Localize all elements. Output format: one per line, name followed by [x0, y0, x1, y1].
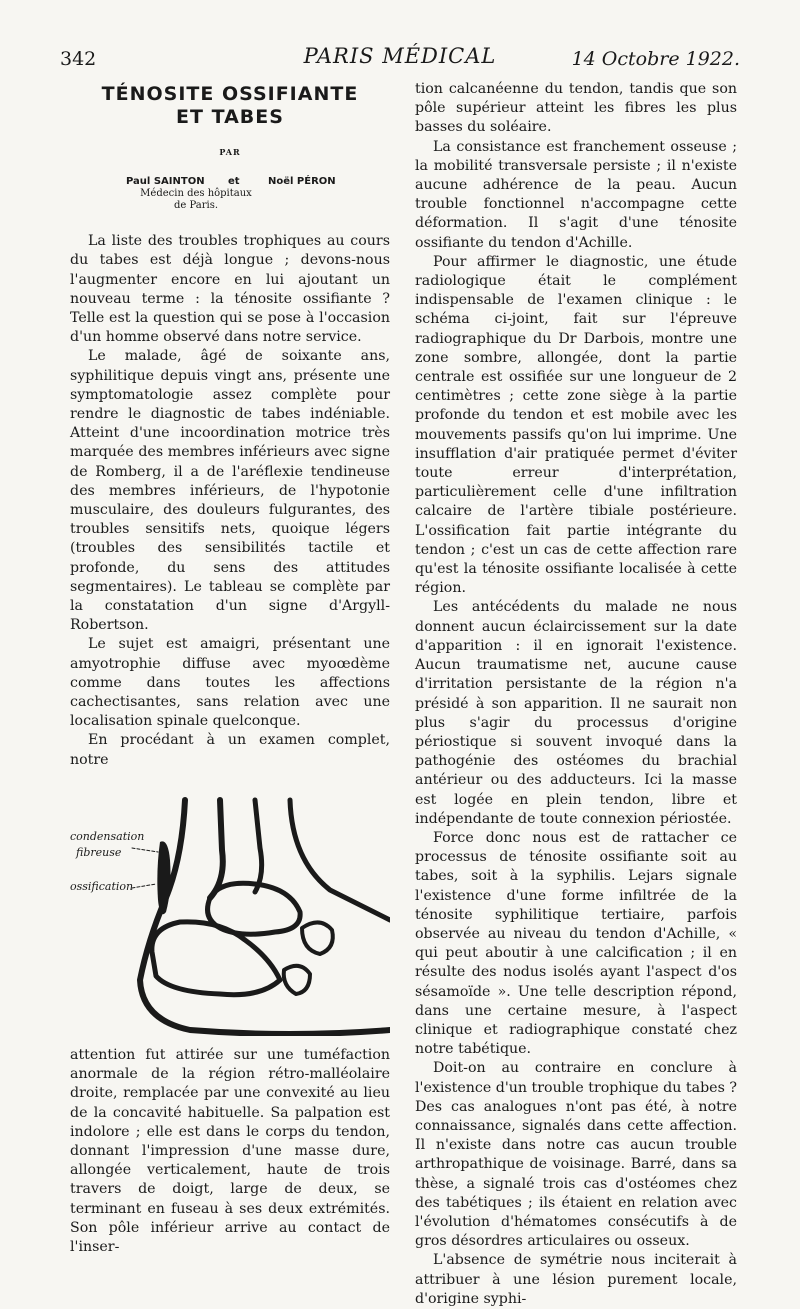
paragraph: Le malade, âgé de soixante ans, syphilitique depuis vingt ans, présente une symptomatologie assez complète pour rendre le diagnostic de tabes indéniable. Atteint d'une incoordination motrice très marquée des membres inférieurs avec signe de Romberg, il a de l'aréflexie tendineuse des membres inférieurs, de l'hypotonie musculaire, des douleurs fulgurantes, des troubles sensitifs nets, quoique légers (troubles des sensibilités tactile et profonde, du sens des attitudes segmentaires). Le tableau se complète par la constatation d'un signe d'Argyll-Robertson.: [70, 348, 390, 634]
paragraph-continued: tion calcanéenne du tendon, tandis que son pôle supérieur atteint les fibres les plus basses du soléaire.: [415, 81, 737, 136]
paragraph: Doit-on au contraire en conclure à l'existence d'un trouble trophique du tabes ? Des cas analogues n'ont pas été, à notre connaissance, signalés dans cette affection. Il n'existe dans notre cas aucun trouble arthropathique de voisinage. Barré, dans sa thèse, a signalé trois cas d'ostéomes chez des tabétiques ; ils étaient en relation avec l'évolution d'hématomes consécutifs à de gros désordres articulaires ou osseux.: [415, 1060, 737, 1250]
author-1: Paul SAINTON: [126, 176, 205, 188]
right-column: [415, 80, 737, 1309]
label-condensation: condensation: [70, 829, 145, 843]
paragraph: L'absence de symétrie nous inciterait à attribuer à une lésion purement locale, d'origine syphi-: [415, 1252, 737, 1307]
paragraph: La consistance est franchement osseuse ; la mobilité transversale persiste ; il n'existe aucune adhérence de la peau. Aucun trouble fonctionnel n'accompagne cette déformation. Il s'agit d'une ténosite ossifiante du tendon d'Achille.: [415, 138, 737, 251]
label-ossification: ossification: [70, 879, 134, 893]
author-2: Noël PÉRON: [268, 176, 336, 188]
title-line-1: TÉNOSITE OSSIFIANTE: [101, 83, 359, 105]
radiograph-schema-figure: [70, 780, 390, 1036]
by-label: PAR: [219, 147, 241, 157]
paragraph: La liste des troubles trophiques au cours du tabes est déjà longue ; devons-nous l'augmenter encore en lui ajoutant un nouveau terme : la ténosite ossifiante ? Telle est la question qui se pose à l'occasion d'un homme observé dans notre service.: [70, 233, 390, 346]
paragraph: Force donc nous est de rattacher ce processus de ténosite ossifiante soit au tabes, soit à la syphilis. Lejars signale l'existence d'une forme infiltrée de la ténosite syphilitique tertiaire, parfois observée au niveau du tendon d'Achille, « qui peut aboutir à une calcification ; il en résulte des nodus isolés ayant l'aspect d'os sésamoïde ». Une telle description répond, dans une certaine mesure, à l'aspect clinique et radiographique constaté chez notre tabétique.: [415, 829, 737, 1058]
title-line-2: ET TABES: [176, 106, 284, 128]
article-title: [70, 83, 390, 129]
cuboid-outline: [284, 966, 310, 994]
leader-line-ossification: [132, 884, 156, 888]
paragraph: Pour affirmer le diagnostic, une étude radiologique était le complément indispensable de l'examen clinique : le schéma ci-joint, fait sur l'épreuve radiographique du Dr Darbois, montre une zone sombre, allongée, dont la partie centrale est ossifiée sur une longueur de 2 centimètres ; cette zone siège à la partie profonde du tendon et est mobile avec les mouvements passifs qu'on lui imprime. Une insufflation d'air pratiquée permet d'éviter toute erreur d'interprétation, particulièrement celle d'une infiltration calcaire de l'artère tibiale postérieure. L'ossification fait partie intégrante du tendon ; c'est un cas de cette affection rare qu'est la ténosite ossifiante localisée à cette région.: [415, 253, 737, 597]
journal-title: PARIS MÉDICAL: [303, 44, 497, 68]
page-number: 342: [60, 48, 97, 70]
front-contour: [290, 800, 390, 920]
skin-contour: [140, 800, 390, 1034]
paragraph-continued: attention fut attirée sur une tuméfaction anormale de la région rétro-malléolaire droite, remplacée par une convexité au lieu de la concavité habituelle. Sa palpation est indolore ; elle est dans le corps du tendon, donnant l'impression d'une masse dure, allongée verticalement, haute de trois travers de doigt, large de deux, se terminant en fuseau à ses deux extrémités. Son pôle inférieur arrive au contact de l'inser-: [70, 1046, 390, 1255]
issue-date: 14 Octobre 1922.: [571, 48, 740, 70]
label-fibreuse: fibreuse: [76, 845, 122, 859]
fibula-outline: [255, 800, 262, 892]
paragraph: En procédant à un examen complet, notre: [70, 732, 390, 768]
ossification-mass: [157, 841, 170, 914]
ankle-schema-drawing: [70, 780, 390, 1036]
tibia-outline: [210, 800, 223, 898]
affiliation: [126, 188, 266, 212]
affiliation-line-2: de Paris.: [173, 200, 219, 212]
paragraph: Le sujet est amaigri, présentant une amyotrophie diffuse avec myoœdème comme dans toutes les affections cachectisantes, sans relation avec une localisation spinale quelconque.: [70, 636, 390, 730]
authors-conjunction: et: [228, 176, 240, 188]
navicular-outline: [302, 922, 333, 954]
paragraph: Les antécédents du malade ne nous donnent aucun éclaircissement sur la date d'apparition : il en ignorait l'existence. Aucun traumatisme net, aucune cause d'irritation persistante de la région n'a présidé à son apparition. Il ne saurait non plus s'agir du processus d'origine périostique si souvent invoqué dans la pathogénie des ostéomes du brachial antérieur ou des adducteurs. Ici la masse est logée en plein tendon, libre et indépendante de toute connexion périostée.: [415, 599, 737, 827]
affiliation-line-1: Médecin des hôpitaux: [140, 188, 252, 200]
left-column: [70, 80, 390, 1257]
page-header: [60, 44, 740, 76]
authors: [70, 172, 390, 188]
leader-line-condensation: [132, 848, 158, 852]
